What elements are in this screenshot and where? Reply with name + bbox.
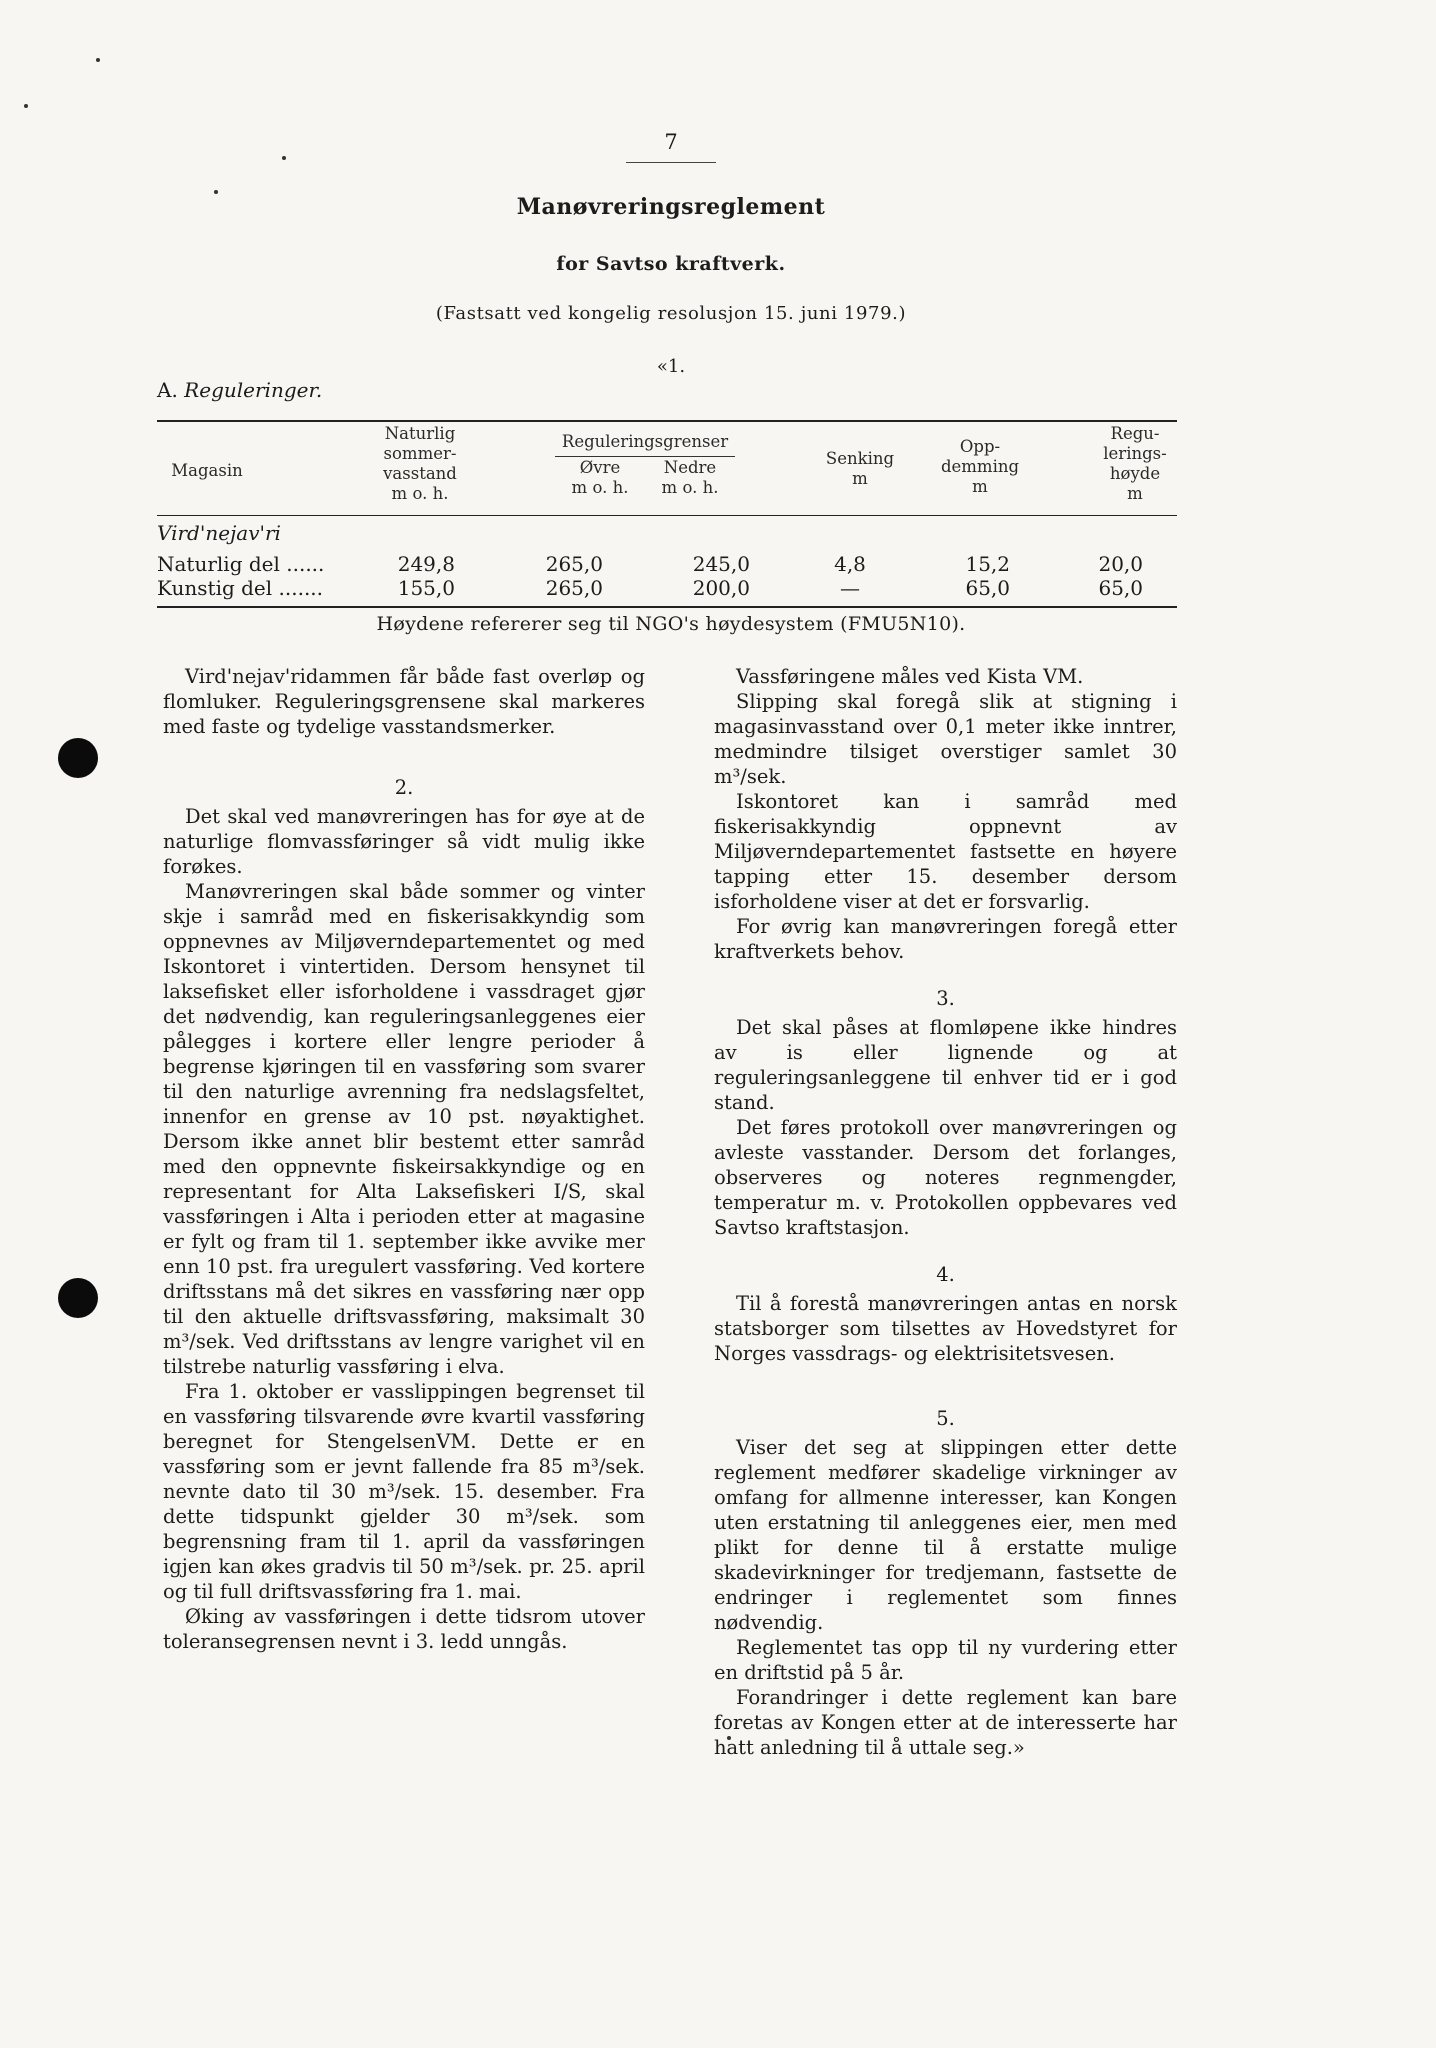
header-reguleringshoyde-line: m: [1127, 484, 1143, 503]
table-cell: 265,0: [545, 552, 603, 576]
header-oppdemming-line: m: [972, 477, 988, 496]
paragraph: Øking av vassføringen i dette tidsrom utover toleransegrensen nevnt i 3. ledd unngås.: [163, 1605, 645, 1653]
section-number-1: «1.: [656, 356, 686, 377]
table-cell: 20,0: [1098, 552, 1143, 576]
header-nedre-line: Nedre: [663, 458, 717, 477]
paragraph: Det skal påses at flomløpene ikke hindres av is eller lignende og at reguleringsanleggene til enhver tid er i god stand.: [714, 1016, 1177, 1114]
table-cell: 155,0: [397, 576, 455, 600]
table-cell: 4,8: [834, 552, 866, 576]
header-nedre: [645, 458, 735, 498]
header-naturlig-line: m o. h.: [391, 484, 449, 503]
table-cell: —: [840, 576, 860, 600]
paragraph: Slipping skal foregå slik at stigning i magasinvasstand over 0,1 meter ikke inntrer, medmindre tilsiget overstiger samlet 30 m³/sek.: [714, 690, 1177, 788]
scan-speck: [282, 156, 286, 160]
scan-speck: [96, 58, 100, 62]
paragraph: Iskontoret kan i samråd med fiskerisakkyndig oppnevnt av Miljøverndepartementet fastsette en høyere tapping etter 15. desember dersom isforholdene viser at det er forsvarlig.: [714, 790, 1177, 913]
paragraph: Vassføringene måles ved Kista VM.: [736, 665, 1084, 688]
header-nedre-line: m o. h.: [661, 478, 719, 497]
header-reguleringsgrenser: Reguleringsgrenser: [561, 432, 729, 451]
paragraph: Viser det seg at slippingen etter dette reglement medfører skadelige virkninger av omfang for allmenne interesser, kan Kongen uten erstatning til anleggenes eier, men med plikt for denne til å erstatte mulige skadevirkninger for tredjemann, fastsette de endringer i reglementet som finnes nødvendig.: [714, 1436, 1177, 1634]
document-subtitle: for Savtso kraftverk.: [556, 253, 786, 275]
header-group-rule: [555, 456, 735, 457]
header-ovre-line: Øvre: [579, 458, 621, 477]
paragraph: For øvrig kan manøvreringen foregå etter kraftverkets behov.: [714, 915, 1177, 963]
section-label-title: Reguleringer.: [184, 378, 323, 402]
header-ovre: [555, 458, 645, 498]
paragraph: Manøvreringen skal både sommer og vinter skje i samråd med en fiskerisakkyndig som oppnevnes av Miljøverndepartementet og med Iskontoret i vintertiden. Dersom hensynet til laksefisket eller isforholdene i vassdraget gjør det nødvendig, kan reguleringsanleggenes eier pålegges i kortere eller lengre perioder å begrense kjøringen til en vassføring som svarer til den naturlige avrenning fra nedslagsfeltet, innenfor en grense av 10 pst. nøyaktighet. Dersom ikke annet blir bestemt etter samråd med den oppnevnte fiskeirsakkyndige og en representant for Alta Laksefiskeri I/S, skal vassføringen i Alta i perioden etter at magasine er fylt og fram til 1. september ikke avvike mer enn 10 pst. fra uregulert vassføring. Ved kortere driftsstans må det sikres en vassføring nær opp til den aktuelle driftsvassføring, maksimalt 30 m³/sek. Ved driftsstans av lengre varighet vil en tilstrebe naturlig vassføring i elva.: [163, 880, 645, 1378]
section-number-3: 3.: [936, 987, 955, 1010]
header-ovre-line: m o. h.: [571, 478, 629, 497]
header-naturlig-line: Naturlig: [384, 424, 456, 443]
header-naturlig-line: vasstand: [383, 464, 457, 483]
header-oppdemming: [925, 437, 1035, 497]
table-cell: 200,0: [692, 576, 750, 600]
header-naturlig-line: sommer-: [383, 444, 457, 463]
header-oppdemming-line: Opp-: [959, 437, 1001, 456]
table-cell: 15,2: [965, 552, 1010, 576]
header-reguleringshoyde-line: Regu-: [1110, 424, 1160, 443]
resolution-note: (Fastsatt ved kongelig resolusjon 15. juni 1979.): [435, 303, 907, 324]
header-reguleringshoyde: [1080, 424, 1190, 504]
section-label-prefix: A.: [157, 378, 178, 402]
section-number-2: 2.: [394, 776, 414, 799]
paragraph: Forandringer i dette reglement kan bare foretas av Kongen etter at de interesserte har hatt anledning til å uttale seg.»: [714, 1686, 1177, 1759]
page-number: 7: [664, 130, 678, 154]
header-magasin: Magasin: [171, 461, 243, 480]
table-cell: 245,0: [692, 552, 750, 576]
header-senking: [810, 449, 910, 489]
section-number-5: 5.: [936, 1407, 955, 1430]
table-group-label: Vird'nejav'ri: [157, 521, 281, 545]
left-column: [163, 664, 645, 1654]
header-senking-line: m: [852, 469, 868, 488]
page-number-rule: [626, 162, 716, 163]
section-label: [157, 378, 322, 402]
paragraph: Det skal ved manøvreringen has for øye at de naturlige flomvassføringer så vidt mulig ikke forøkes.: [163, 805, 645, 878]
table-cell: 65,0: [965, 576, 1010, 600]
punch-hole-top: [58, 738, 98, 778]
table-top-rule: [157, 420, 1177, 422]
scan-speck: [24, 104, 28, 108]
header-reguleringshoyde-line: høyde: [1109, 464, 1161, 483]
table-cell: 65,0: [1098, 576, 1143, 600]
punch-hole-bottom: [58, 1278, 98, 1318]
paragraph: Fra 1. oktober er vasslippingen begrenset til en vassføring tilsvarende øvre kvartil vassføring beregnet for StengelsenVM. Dette er en vassføring som er jevnt fallende fra 85 m³/sek. nevnte dato til 30 m³/sek. 15. desember. Fra dette tidspunkt gjelder 30 m³/sek. som begrensning fram til 1. april da vassføringen igjen kan økes gradvis til 50 m³/sek. pr. 25. april og til full driftsvassføring fra 1. mai.: [163, 1380, 645, 1603]
right-column: [714, 664, 1177, 1760]
table-bottom-rule: [157, 606, 1177, 608]
paragraph: Det føres protokoll over manøvreringen og avleste vasstander. Dersom det forlanges, observeres og noteres regnmengder, temperatur m. v. Protokollen oppbevares ved Savtso kraftstasjon.: [714, 1116, 1177, 1239]
table-cell: 265,0: [545, 576, 603, 600]
header-reguleringshoyde-line: lerings-: [1103, 444, 1167, 463]
document-title: Manøvreringsreglement: [516, 194, 826, 220]
table-row-label: Naturlig del ......: [157, 552, 325, 576]
table-cell: 249,8: [397, 552, 455, 576]
header-oppdemming-line: demming: [940, 457, 1020, 476]
paragraph: Til å forestå manøvreringen antas en norsk statsborger som tilsettes av Hovedstyret for Norges vassdrags- og elektrisitetsvesen.: [714, 1292, 1177, 1365]
header-senking-line: Senking: [825, 449, 895, 468]
table-footnote: Høydene refererer seg til NGO's høydesystem (FMU5N10).: [376, 613, 966, 635]
header-naturlig: [355, 424, 485, 504]
table-header-rule: [157, 515, 1177, 516]
paragraph: Vird'nejav'ridammen får både fast overløp og flomluker. Reguleringsgrensene skal markeres med faste og tydelige vasstandsmerker.: [163, 665, 645, 738]
paragraph: Reglementet tas opp til ny vurdering etter en driftstid på 5 år.: [714, 1636, 1177, 1684]
section-number-4: 4.: [936, 1263, 955, 1286]
table-row-label: Kunstig del .......: [157, 576, 324, 600]
